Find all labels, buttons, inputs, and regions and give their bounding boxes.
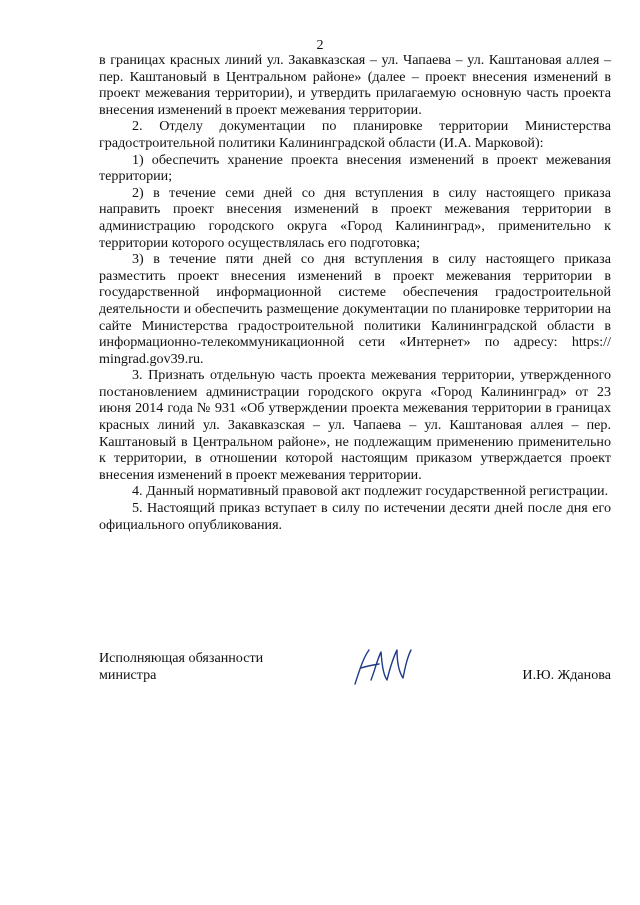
paragraph-subitem-3: 3) в течение пяти дней со дня вступления в силу настоящего приказа разместить проект внесения изменений в проект межевания территории в государственной информационной системе обеспечения градостроительной деятельности и обеспечить размещение документации по планировке территории на сайте Министерства градостроительной политики Калининградской области в информационно-телекоммуникационной сети «Интернет» по адресу: https:// mingrad.gov39.ru. <box>99 251 611 367</box>
signatory-role-line-2: министра <box>99 666 157 683</box>
signature-block <box>99 650 611 690</box>
signatory-name: И.Ю. Жданова <box>522 667 611 683</box>
page-number: 2 <box>316 37 324 53</box>
paragraph-item-2: 2. Отделу документации по планировке территории Министерства градостроительной политики Калининградской области (И.А. Марковой): <box>99 118 611 151</box>
paragraph-item-3: 3. Признать отдельную часть проекта межевания территории, утвержденного постановлением администрации городского округа «Город Калининград» от 23 июня 2014 года № 931 «Об утверждении проекта межевания территории в границах красных линий ул. Закавказская – ул. Чапаева – ул. Каштановая аллея – пер. Каштановый в Центральном районе», не подлежащим применению применительно к территории, в отношении которой настоящим приказом утверждается проект внесения изменений в проект межевания территории. <box>99 367 611 483</box>
signatory-role-line-1: Исполняющая обязанности <box>99 650 264 666</box>
paragraph-item-5: 5. Настоящий приказ вступает в силу по истечении десяти дней после дня его официального опубликования. <box>99 500 611 533</box>
paragraph-item-4: 4. Данный нормативный правовой акт подлежит государственной регистрации. <box>132 483 609 500</box>
paragraph-subitem-2: 2) в течение семи дней со дня вступления в силу настоящего приказа направить проект внесения изменений в проект межевания территории в администрацию городского округа «Город Калининград», применительно к территории которого осуществлялась его подготовка; <box>99 184 611 251</box>
document-body <box>99 52 611 533</box>
paragraph-continuation: в границах красных линий ул. Закавказская – ул. Чапаева – ул. Каштановая аллея – пер. Каштановый в Центральном районе» (далее – проект внесения изменений в проект межевания территории), и утвердить прилагаемую основную часть проекта внесения изменений в проект межевания территории. <box>99 52 611 118</box>
handwritten-signature <box>349 644 419 690</box>
signatory-role <box>99 650 263 683</box>
paragraph-subitem-1: 1) обеспечить хранение проекта внесения изменений в проект межевания территории; <box>99 151 611 185</box>
